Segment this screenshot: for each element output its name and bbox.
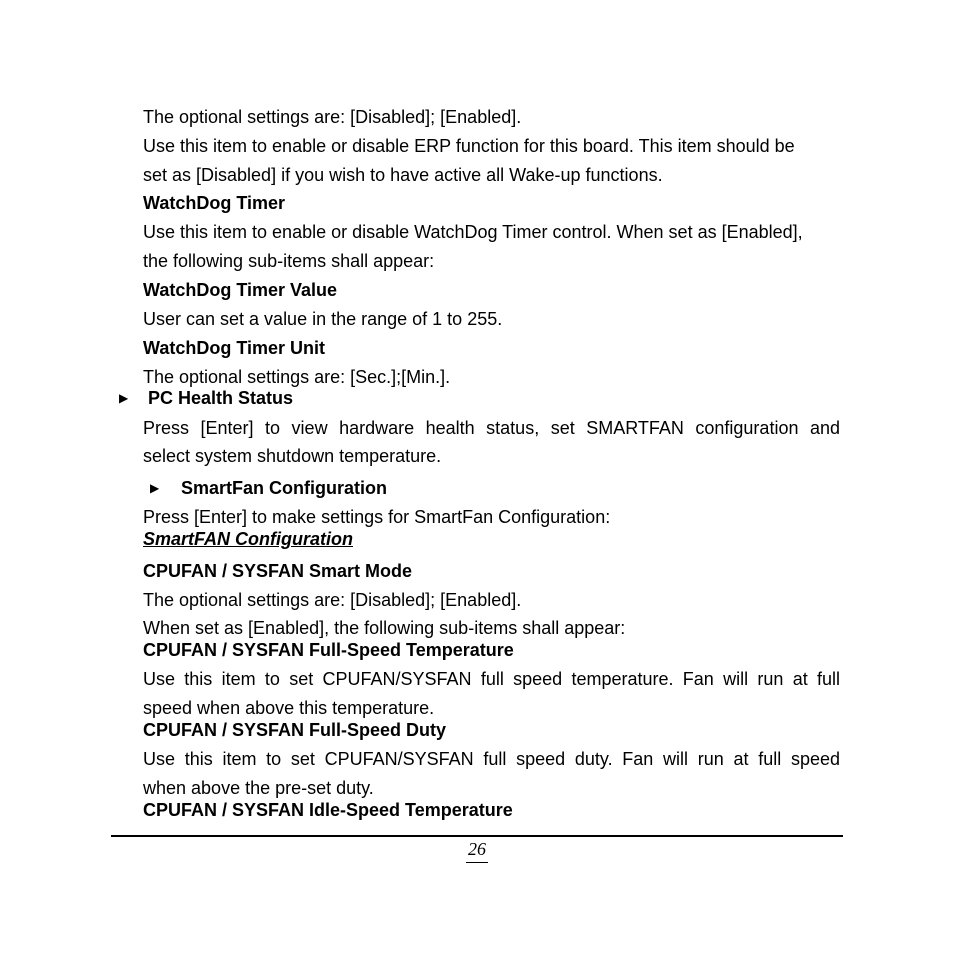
paragraph-line: User can set a value in the range of 1 to 255. <box>143 309 503 329</box>
paragraph-line: Use this item to set CPUFAN/SYSFAN full speed temperature. Fan will run at full <box>143 669 840 689</box>
paragraph-line: The optional settings are: [Disabled]; [Enabled]. <box>143 107 522 127</box>
page-number: 26 <box>466 838 488 863</box>
heading-smart-mode: CPUFAN / SYSFAN Smart Mode <box>143 561 413 581</box>
paragraph-line: When set as [Enabled], the following sub-items shall appear: <box>143 618 626 638</box>
heading-smartfan-configuration: SmartFan Configuration <box>181 478 387 498</box>
paragraph-line: the following sub-items shall appear: <box>143 251 435 271</box>
paragraph-line: Use this item to enable or disable WatchDog Timer control. When set as [Enabled], <box>143 222 803 242</box>
paragraph-line: set as [Disabled] if you wish to have active all Wake-up functions. <box>143 165 663 185</box>
footer-divider <box>111 835 843 837</box>
heading-idle-speed-temperature: CPUFAN / SYSFAN Idle-Speed Temperature <box>143 800 513 820</box>
paragraph-line: speed when above this temperature. <box>143 698 435 718</box>
heading-watchdog-timer: WatchDog Timer <box>143 193 286 213</box>
paragraph-line: The optional settings are: [Disabled]; [Enabled]. <box>143 590 522 610</box>
paragraph-line: Use this item to enable or disable ERP function for this board. This item should be <box>143 136 795 156</box>
paragraph-line: select system shutdown temperature. <box>143 446 442 466</box>
paragraph-line: Use this item to set CPUFAN/SYSFAN full speed duty. Fan will run at full speed <box>143 749 840 769</box>
heading-pc-health-status: PC Health Status <box>148 388 294 408</box>
paragraph-line: Press [Enter] to make settings for SmartFan Configuration: <box>143 507 611 527</box>
triangle-right-icon: ▶ <box>119 391 129 405</box>
subheading-smartfan-configuration: SmartFAN Configuration <box>143 529 353 549</box>
heading-watchdog-timer-value: WatchDog Timer Value <box>143 280 338 300</box>
heading-watchdog-timer-unit: WatchDog Timer Unit <box>143 338 326 358</box>
heading-full-speed-temperature: CPUFAN / SYSFAN Full-Speed Temperature <box>143 640 514 660</box>
triangle-right-icon: ▶ <box>150 481 160 495</box>
paragraph-line: The optional settings are: [Sec.];[Min.]. <box>143 367 451 387</box>
heading-full-speed-duty: CPUFAN / SYSFAN Full-Speed Duty <box>143 720 447 740</box>
paragraph-line: Press [Enter] to view hardware health status, set SMARTFAN configuration and <box>143 418 840 438</box>
paragraph-line: when above the pre-set duty. <box>143 778 374 798</box>
